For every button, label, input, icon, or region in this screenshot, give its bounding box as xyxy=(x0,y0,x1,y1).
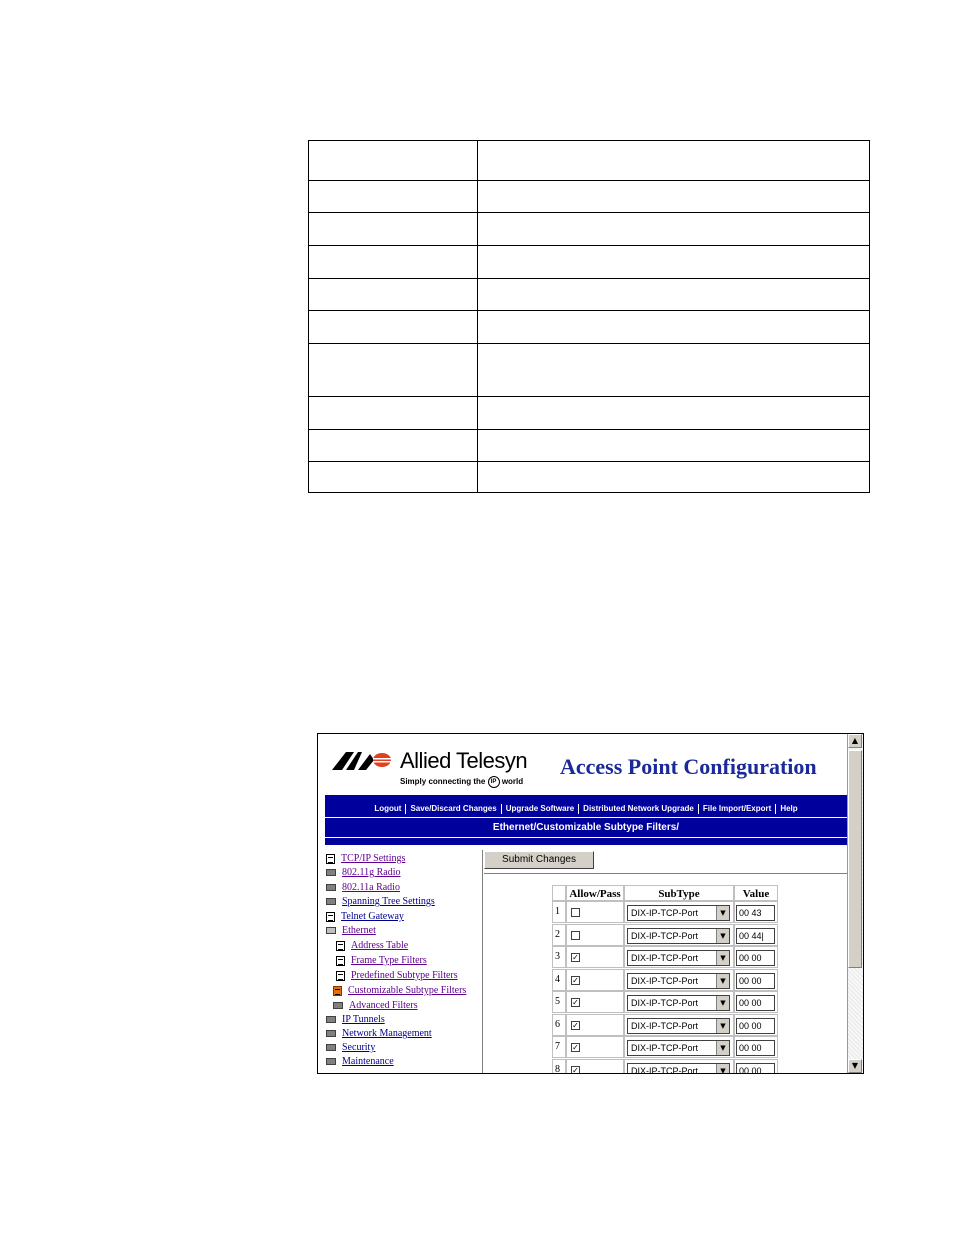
value-input[interactable]: 00 00 xyxy=(736,973,775,989)
sidebar-item-80211a[interactable]: 802.11a Radio xyxy=(326,882,400,893)
divider xyxy=(325,817,847,818)
allow-checkbox[interactable] xyxy=(571,908,580,917)
subtype-value: DIX-IP-TCP-Port xyxy=(631,975,699,986)
table-row xyxy=(309,429,869,430)
column-header-allow: Allow/Pass xyxy=(566,885,624,901)
folder-icon xyxy=(326,1044,336,1051)
brand-tagline: Simply connecting the IP world xyxy=(400,777,524,787)
sidebar-item-address-table[interactable]: Address Table xyxy=(336,940,408,951)
sidebar-item-telnet[interactable]: Telnet Gateway xyxy=(326,911,404,922)
sidebar-item-predefined[interactable]: Predefined Subtype Filters xyxy=(336,970,458,981)
row-number: 2 xyxy=(552,924,566,946)
value-cell xyxy=(734,1036,778,1058)
subtype-select[interactable] xyxy=(627,1063,730,1075)
column-header-num xyxy=(552,885,566,901)
column-header-value: Value xyxy=(734,885,778,901)
value-input[interactable]: 00 44| xyxy=(736,928,775,944)
table-row xyxy=(552,1036,778,1058)
subtype-cell xyxy=(624,946,734,968)
subtype-value: DIX-IP-TCP-Port xyxy=(631,953,699,963)
table-row xyxy=(552,1014,778,1036)
subtype-select[interactable] xyxy=(627,995,730,1011)
document-icon xyxy=(326,854,335,864)
subtype-cell xyxy=(624,991,734,1013)
row-number: 6 xyxy=(552,1014,566,1036)
subtype-cell xyxy=(624,1059,734,1075)
folder-icon xyxy=(326,1016,336,1023)
vertical-scrollbar[interactable] xyxy=(847,734,863,1073)
allow-checkbox[interactable]: ✓ xyxy=(572,1065,579,1074)
table-row xyxy=(309,310,869,311)
document-icon xyxy=(336,956,345,966)
subtype-select[interactable] xyxy=(627,928,730,944)
table-row xyxy=(552,946,778,968)
table-row xyxy=(552,901,778,923)
sidebar-item-advanced[interactable]: Advanced Filters xyxy=(333,1000,418,1011)
sidebar-item-ethernet[interactable]: Ethernet xyxy=(326,925,376,936)
submit-changes-button[interactable]: Submit Changes xyxy=(484,851,594,869)
document-icon xyxy=(326,912,335,922)
chevron-down-icon[interactable]: ▼ xyxy=(716,1041,729,1055)
document-icon xyxy=(336,941,345,951)
table-row xyxy=(309,461,869,462)
value-cell xyxy=(734,991,778,1013)
chevron-down-icon[interactable]: ▼ xyxy=(716,996,729,1010)
table-row xyxy=(552,991,778,1013)
allow-cell xyxy=(566,1059,624,1075)
value-input[interactable]: 00 43 xyxy=(736,905,775,921)
chevron-down-icon[interactable]: ▼ xyxy=(716,1019,729,1033)
folder-icon xyxy=(326,1030,336,1037)
allow-checkbox[interactable] xyxy=(571,931,580,940)
scroll-up-icon[interactable]: ▲ xyxy=(848,734,862,748)
table-row xyxy=(309,180,869,181)
value-input[interactable]: 00 00 xyxy=(736,1040,775,1056)
value-cell xyxy=(734,901,778,923)
table-column-divider xyxy=(477,141,478,492)
allow-cell xyxy=(566,901,624,923)
document-active-icon xyxy=(333,986,342,996)
subtype-value: DIX-IP-TCP-Port xyxy=(631,1065,699,1074)
allow-checkbox[interactable]: ✓ xyxy=(572,953,579,962)
navbar xyxy=(325,795,847,845)
open-folder-icon xyxy=(326,927,336,934)
allow-cell xyxy=(566,946,624,968)
sidebar-item-80211g[interactable]: 802.11g Radio xyxy=(326,867,401,878)
save-discard-link[interactable]: Save/Discard Changes xyxy=(405,804,500,814)
chevron-down-icon[interactable]: ▼ xyxy=(716,951,729,965)
divider xyxy=(484,873,850,874)
sidebar-item-ip-tunnels[interactable]: IP Tunnels xyxy=(326,1014,385,1025)
row-number: 8 xyxy=(552,1059,566,1075)
divider xyxy=(325,837,847,838)
brand-name: Allied Telesyn xyxy=(400,748,528,773)
value-cell xyxy=(734,969,778,991)
column-header-subtype: SubType xyxy=(624,885,734,901)
chevron-down-icon[interactable]: ▼ xyxy=(716,929,729,943)
allow-checkbox[interactable]: ✓ xyxy=(572,1043,579,1052)
table-row xyxy=(552,1059,778,1075)
row-number: 3 xyxy=(552,946,566,968)
value-cell xyxy=(734,1014,778,1036)
allow-cell xyxy=(566,924,624,946)
folder-icon xyxy=(326,884,336,891)
value-cell xyxy=(734,924,778,946)
allow-cell xyxy=(566,1014,624,1036)
subtype-select[interactable] xyxy=(627,950,730,966)
upgrade-software-link[interactable]: Upgrade Software xyxy=(501,804,578,814)
subtype-select[interactable] xyxy=(627,905,730,921)
table-row xyxy=(309,245,869,246)
folder-icon xyxy=(333,1002,343,1009)
allow-checkbox[interactable]: ✓ xyxy=(572,998,579,1007)
row-number: 7 xyxy=(552,1036,566,1058)
subtype-select[interactable] xyxy=(627,973,730,989)
sidebar-item-maintenance[interactable]: Maintenance xyxy=(326,1056,394,1067)
subtype-value: DIX-IP-TCP-Port xyxy=(631,1020,699,1031)
subtype-value: DIX-IP-TCP-Port xyxy=(631,1043,699,1053)
subtype-cell xyxy=(624,969,734,991)
value-input[interactable]: 00 00 xyxy=(736,950,775,966)
header xyxy=(324,740,846,790)
allied-telesyn-logo-icon xyxy=(332,750,398,772)
sidebar-item-customizable[interactable]: Customizable Subtype Filters xyxy=(333,985,466,996)
subtype-cell xyxy=(624,901,734,923)
subtype-value: DIX-IP-TCP-Port xyxy=(631,930,699,941)
value-input[interactable]: 00 00 xyxy=(736,1018,775,1034)
allow-cell xyxy=(566,969,624,991)
subtype-value: DIX-IP-TCP-Port xyxy=(631,908,699,918)
scroll-down-icon[interactable]: ▼ xyxy=(848,1059,862,1073)
subtype-select[interactable] xyxy=(627,1040,730,1056)
help-link[interactable]: Help xyxy=(775,804,801,814)
sidebar-item-network-mgmt[interactable]: Network Management xyxy=(326,1028,432,1039)
subtype-cell xyxy=(624,1036,734,1058)
table-row xyxy=(309,396,869,397)
divider xyxy=(482,850,483,1073)
table-row xyxy=(309,212,869,213)
subtype-select[interactable] xyxy=(627,1018,730,1034)
value-input[interactable]: 00 00 xyxy=(736,995,775,1011)
browser-screenshot xyxy=(317,733,864,1074)
subtype-value: DIX-IP-TCP-Port xyxy=(631,998,699,1008)
table-row xyxy=(552,969,778,991)
chevron-down-icon[interactable]: ▼ xyxy=(716,906,729,920)
folder-icon xyxy=(326,898,336,905)
allow-cell xyxy=(566,1036,624,1058)
document-icon xyxy=(336,971,345,981)
folder-icon xyxy=(326,1058,336,1065)
value-cell xyxy=(734,946,778,968)
table-row xyxy=(552,924,778,946)
table-row xyxy=(309,343,869,344)
row-number: 4 xyxy=(552,969,566,991)
subtype-cell xyxy=(624,1014,734,1036)
allow-cell xyxy=(566,991,624,1013)
chevron-down-icon[interactable]: ▼ xyxy=(716,974,729,988)
value-cell xyxy=(734,1059,778,1075)
sidebar-item-security[interactable]: Security xyxy=(326,1042,375,1053)
subtype-cell xyxy=(624,924,734,946)
chevron-down-icon[interactable]: ▼ xyxy=(716,1064,729,1075)
row-number: 5 xyxy=(552,991,566,1013)
sidebar-item-tcpip[interactable]: TCP/IP Settings xyxy=(326,853,405,864)
scrollbar-thumb[interactable] xyxy=(848,750,862,968)
folder-icon xyxy=(326,869,336,876)
allow-checkbox[interactable]: ✓ xyxy=(572,975,579,985)
logout-link[interactable]: Logout xyxy=(374,804,402,813)
value-input[interactable]: 00 00 xyxy=(736,1063,775,1075)
file-import-export-link[interactable]: File Import/Export xyxy=(698,804,775,814)
sidebar-item-spanning-tree[interactable]: Spanning Tree Settings xyxy=(326,896,435,907)
distributed-upgrade-link[interactable]: Distributed Network Upgrade xyxy=(578,804,698,814)
nav-links xyxy=(325,804,847,814)
breadcrumb: Ethernet/Customizable Subtype Filters/ xyxy=(492,822,680,833)
app-title: Access Point Configuration xyxy=(560,754,817,779)
table-row xyxy=(309,278,869,279)
sidebar-item-frame-type[interactable]: Frame Type Filters xyxy=(336,955,427,966)
row-number: 1 xyxy=(552,901,566,923)
allow-checkbox[interactable]: ✓ xyxy=(572,1020,579,1030)
reference-table xyxy=(308,140,870,493)
